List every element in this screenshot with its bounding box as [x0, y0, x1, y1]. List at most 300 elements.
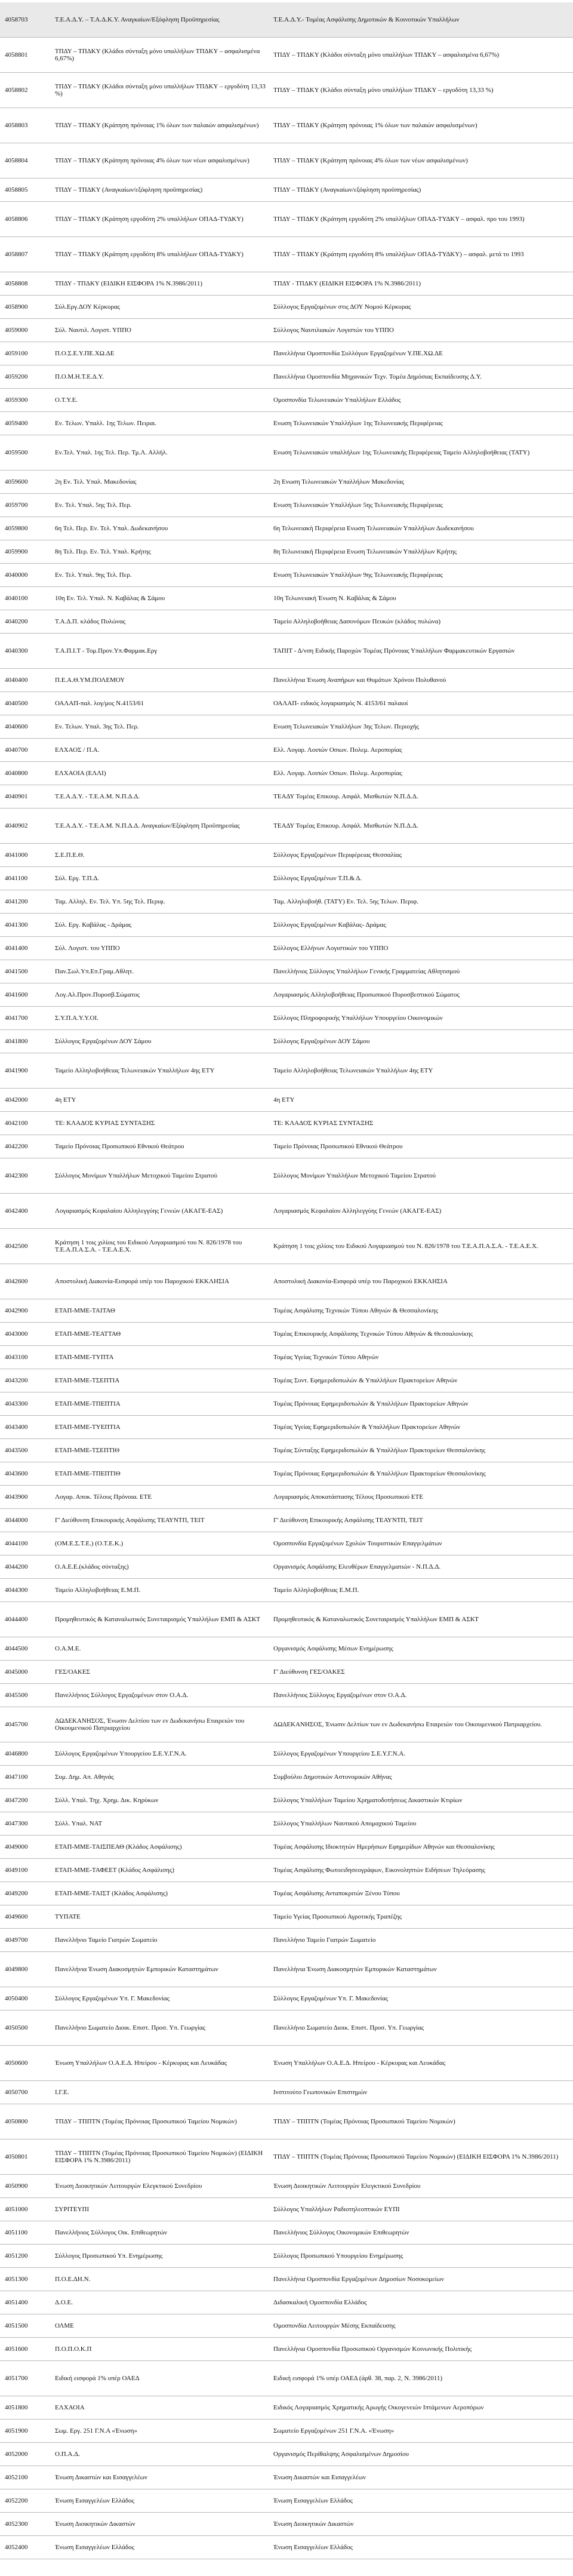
description-cell-text: 8η Τελ. Περ. Εν. Τελ. Υπαλ. Κρήτης	[55, 548, 151, 555]
description-cell	[55, 2338, 269, 2360]
full-name-cell	[273, 867, 568, 890]
code-cell	[5, 471, 51, 493]
code-cell-text: 4040200	[5, 618, 28, 625]
description-cell-text: Ένωση Υπαλλήλων Ο.Α.Ε.Δ. Ηπείρου - Κέρκυρας και Λευκάδας	[55, 2059, 227, 2067]
code-cell-text: 4040700	[5, 746, 28, 754]
description-cell-text: Παν.Σωλ.Υπ.Επ.Γραμ.Αθλητ.	[55, 968, 134, 975]
description-cell	[55, 494, 269, 517]
code-cell-text: 4052200	[5, 2497, 28, 2504]
table-row	[0, 2175, 573, 2198]
code-cell-text: 4049100	[5, 1867, 28, 1874]
table-row	[0, 867, 573, 890]
description-cell-text: Ένωση Διοικητικών Δικαστών	[55, 2520, 135, 2528]
full-name-cell	[273, 2175, 568, 2197]
description-cell	[55, 2, 269, 37]
description-cell	[55, 1882, 269, 1905]
description-cell-text: Πανελλήνιο Ταμείο Γιατρών Σωματείο	[55, 1936, 158, 1944]
full-name-cell	[273, 914, 568, 936]
full-name-cell-text: Σύλλογος Υπαλλήλων Ναυτικού Απομαχικού Ταμείου	[273, 1820, 417, 1827]
code-cell	[5, 1462, 51, 1485]
full-name-cell-text: Ινστιτούτο Γεωπονικών Επιστημών	[273, 2089, 368, 2096]
code-cell	[5, 319, 51, 342]
code-cell	[5, 1135, 51, 1158]
description-cell	[55, 1135, 269, 1158]
full-name-cell	[273, 2338, 568, 2360]
code-cell	[5, 1859, 51, 1882]
code-cell-text: 4041000	[5, 852, 28, 859]
table-row	[0, 1346, 573, 1369]
full-name-cell	[273, 890, 568, 913]
code-cell	[5, 494, 51, 517]
full-name-cell-text: Συμβούλιο Δημοτικών Αστυνομικών Αθήνας	[273, 1773, 392, 1781]
description-cell-text: Ειδική εισφορά 1% υπέρ ΟΑΕΔ	[55, 2375, 140, 2382]
code-cell-text: 4044000	[5, 1517, 28, 1524]
full-name-cell-text: Ενωση Τελωνειακών Υπαλλήλων 3ης Τελων. Περιοχής	[273, 723, 419, 730]
description-cell	[55, 1346, 269, 1369]
table-row	[0, 1952, 573, 1987]
table-row	[0, 412, 573, 435]
code-cell	[5, 2466, 51, 2489]
description-cell	[55, 108, 269, 143]
description-cell-text: Τ.Ε.Α.Δ.Υ. - Τ.Ε.Α.Μ. Ν.Π.Δ.Δ.	[55, 793, 140, 800]
code-cell	[5, 2221, 51, 2244]
code-cell	[5, 1194, 51, 1228]
full-name-cell	[273, 1486, 568, 1508]
full-name-cell-text: Λογαριασμός Αποκατάστασης Τέλους Προσωπικού ΕΤΕ	[273, 1493, 423, 1501]
full-name-cell	[273, 435, 568, 470]
code-cell	[5, 634, 51, 668]
full-name-cell	[273, 179, 568, 201]
description-cell-text: ΕΤΑΠ-ΜΜΕ-ΤΣΕΠΤΙΑ	[55, 1377, 120, 1384]
code-cell	[5, 1684, 51, 1707]
code-cell	[5, 1836, 51, 1858]
code-cell-text: 4040300	[5, 647, 28, 654]
table-row	[0, 2046, 573, 2081]
description-cell-text: Ο.Α.Ε.Ε.(κλάδος σύνταξης)	[55, 1563, 129, 1570]
code-cell-text: 4051600	[5, 2346, 28, 2353]
description-cell	[55, 1661, 269, 1683]
description-cell-text: Ένωση Εισαγγελέων Ελλάδος	[55, 2497, 134, 2504]
description-cell	[55, 1089, 269, 1111]
description-cell	[55, 202, 269, 236]
code-cell	[5, 1264, 51, 1299]
description-cell-text: 10η Εν. Τελ. Υπαλ. Ν. Καβάλας & Σάμου	[55, 595, 165, 602]
full-name-cell	[273, 1369, 568, 1392]
table-row	[0, 2489, 573, 2513]
full-name-cell	[273, 2291, 568, 2314]
table-row	[0, 2268, 573, 2291]
description-cell	[55, 1264, 269, 1299]
description-cell	[55, 983, 269, 1006]
code-cell-text: 4058807	[5, 251, 28, 258]
full-name-cell-text: Προμηθευτικός & Καταναλωτικός Συνεταιρισμός Υπαλλήλων ΕΜΠ & ΑΣΚΤ	[273, 1616, 479, 1623]
code-cell-text: 4044200	[5, 1563, 28, 1570]
description-cell	[55, 1532, 269, 1555]
code-cell	[5, 2046, 51, 2080]
code-cell	[5, 1053, 51, 1088]
table-row	[0, 1987, 573, 2011]
full-name-cell	[273, 1030, 568, 1053]
full-name-cell	[273, 2081, 568, 2104]
code-cell-text: 4044500	[5, 1645, 28, 1652]
code-cell	[5, 1030, 51, 1053]
description-cell-text: ΤΠΔΥ – ΤΠΠΤΝ (Τομέας Πρόνοιας Προσωπικού Ταμείου Νομικών) (ΕΙΔΙΚΗ ΕΙΣΦΟΡΑ 1% Ν.3986/2011)	[55, 2150, 263, 2164]
full-name-cell-text: Λογαριασμός Αλληλοβοήθειας Προσωπικού Πυροσβεστικού Σώματος	[273, 991, 460, 998]
full-name-cell	[273, 1684, 568, 1707]
table-row	[0, 1556, 573, 1579]
full-name-cell-text: Τομέας Συντ. Εφημεριδοπωλών & Υπαλλήλων Πρακτορείων Αθηνών	[273, 1377, 458, 1384]
full-name-cell-text: 2η Ενωση Τελωνειακών Υπαλλήλων Μακεδονίας	[273, 478, 404, 485]
code-cell	[5, 38, 51, 72]
description-cell	[55, 342, 269, 365]
description-cell-text: ΕΤΑΠ-ΜΜΕ-ΤΥΕΠΤΙΑ	[55, 1424, 121, 1431]
full-name-cell-text: Τομέας Σύνταξης Εφημεριδοπωλών & Υπαλλήλων Πρακτορείων Θεσσαλονίκης	[273, 1447, 486, 1454]
description-cell	[55, 1812, 269, 1835]
full-name-cell	[273, 564, 568, 586]
code-cell	[5, 1346, 51, 1369]
code-cell-text: 4052100	[5, 2474, 28, 2481]
table-row	[0, 1812, 573, 1836]
full-name-cell	[273, 785, 568, 808]
full-name-cell	[273, 610, 568, 633]
table-row	[0, 1882, 573, 1905]
table-row	[0, 1392, 573, 1416]
code-cell	[5, 2338, 51, 2360]
table-row	[0, 890, 573, 914]
full-name-cell	[273, 1229, 568, 1264]
table-row	[0, 1707, 573, 1742]
full-name-cell-text: ΤΠΔΥ – ΤΠΠΤΝ (Τομέας Πρόνοιας Προσωπικού Ταμείου Νομικών) (ΕΙΔΙΚΗ ΕΙΣΦΟΡΑ 1% Ν.3986/2011)	[273, 2153, 559, 2160]
code-cell	[5, 739, 51, 761]
code-cell	[5, 2489, 51, 2512]
code-cell	[5, 342, 51, 365]
table-row	[0, 2466, 573, 2489]
table-row	[0, 1742, 573, 1766]
description-cell-text: Εν. Τελων. Υπαλ. 3ης Τελ. Περ.	[55, 723, 139, 730]
description-cell-text: ΕΛΧΑΟΣ / Π.Α.	[55, 746, 100, 754]
full-name-cell	[273, 715, 568, 738]
description-cell-text: Πανελλήνιος Σύλλογος Οικ. Επιθεωρητών	[55, 2229, 167, 2236]
code-cell	[5, 1158, 51, 1193]
code-cell-text: 4051300	[5, 2276, 28, 2283]
full-name-cell	[273, 634, 568, 668]
full-name-cell-text: Ταμείο Αλληλοβοήθειας Τελωνειακών Υπαλλήλων 4ης ΕΤΥ	[273, 1067, 433, 1074]
table-row	[0, 844, 573, 867]
description-cell-text: Σύλ. Λογιστ. του ΥΠΠΟ	[55, 945, 120, 952]
full-name-cell-text: Σύλλογος Εργαζομένων Υπ. Γ. Μακεδονίας	[273, 1995, 388, 2002]
description-cell-text: Ταμείο Αλληλοβοήθειας Ε.Μ.Π.	[55, 1587, 141, 1594]
full-name-cell-text: Τομέας Πρόνοιας Εφημεριδοπωλών & Υπαλλήλων Πρακτορείων Αθηνών	[273, 1400, 469, 1407]
description-cell-text: Προμηθευτικός & Καταναλωτικός Συνεταιρισμός Υπαλλήλων ΕΜΠ & ΑΣΚΤ	[55, 1616, 260, 1623]
description-cell-text: Σύλλογος Μονίμων Υπαλλήλων Μετοχικού Ταμείου Στρατού	[55, 1172, 218, 1179]
description-cell	[55, 785, 269, 808]
full-name-cell-text: Λογαριασμός Κεφαλαίου Αλληλεγγύης Γενεών (ΑΚΑΓΕ-ΕΑΣ)	[273, 1207, 442, 1215]
description-cell	[55, 1602, 269, 1637]
code-cell	[5, 762, 51, 785]
description-cell-text: Ένωση Δικαστών και Εισαγγελέων	[55, 2474, 147, 2481]
code-cell	[5, 2140, 51, 2174]
full-name-cell-text: Σύλλογος Εργαζομένων ΔΟΥ Σάμου	[273, 1038, 370, 1045]
code-cell-text: 4045700	[5, 1721, 28, 1728]
code-cell-text: 4049800	[5, 1966, 28, 1973]
full-name-cell-text: Σύλλογος Εργαζομένων Τ.Π.& Δ.	[273, 875, 362, 882]
description-cell	[55, 692, 269, 715]
description-cell-text: ΣΥΡΙΤΕΥΠΙ	[55, 2206, 90, 2213]
description-cell-text: Σύλλογος Εργαζομένων Υπ. Γ. Μακεδονίας	[55, 1995, 170, 2002]
description-cell-text: Σύλλογος Προσωπικού Υπ. Ενημέρωσης	[55, 2252, 163, 2260]
description-cell	[55, 1929, 269, 1951]
table-row	[0, 2291, 573, 2314]
code-cell	[5, 1229, 51, 1264]
table-row	[0, 1229, 573, 1264]
full-name-cell-text: ΤΠΔΥ – ΤΠΠΤΝ (Τομέας Πρόνοιας Προσωπικού Ταμείου Νομικών)	[273, 2118, 455, 2125]
table-row	[0, 1194, 573, 1229]
code-cell	[5, 937, 51, 960]
full-name-cell-text: Σύλλογος Μονίμων Υπαλλήλων Μετοχικού Ταμείου Στρατού	[273, 1172, 436, 1179]
full-name-cell	[273, 38, 568, 72]
description-cell	[55, 1859, 269, 1882]
table-row	[0, 1929, 573, 1952]
description-cell	[55, 1836, 269, 1858]
description-cell-text: Σύλλ. Υπαλ. Τηχ. Χρημ. Δικ. Κηρύκων	[55, 1797, 159, 1804]
code-cell-text: 4040902	[5, 822, 28, 829]
full-name-cell	[273, 2420, 568, 2442]
description-cell	[55, 296, 269, 318]
code-cell-text: 4043500	[5, 1447, 28, 1454]
full-name-cell-text: Ένωση Υπαλλήλων Ο.Α.Ε.Δ. Ηπείρου - Κέρκυρας και Λευκάδας	[273, 2059, 446, 2067]
description-cell	[55, 1707, 269, 1742]
description-cell	[55, 2175, 269, 2197]
description-cell	[55, 2291, 269, 2314]
table-row	[0, 272, 573, 296]
description-cell-text: Πανελλήνιο Σωματείο Διοικ. Επιστ. Προσ. Υπ. Γεωργίας	[55, 2024, 205, 2031]
code-cell-text: 4050900	[5, 2182, 28, 2190]
code-cell-text: 4049000	[5, 1843, 28, 1850]
full-name-cell-text: ΤΠΔΥ – ΤΠΔΚΥ (Κράτηση πρόνοιας 1% όλων των παλαιών ασφαλισμένων)	[273, 122, 478, 129]
full-name-cell-text: Ομοσπονδία Τελωνειακών Υπαλλήλων Ελλάδος	[273, 396, 401, 404]
full-name-cell	[273, 1509, 568, 1532]
description-cell	[55, 762, 269, 785]
code-cell-text: 4058801	[5, 51, 28, 59]
code-cell-text: 4050600	[5, 2059, 28, 2067]
description-cell	[55, 960, 269, 983]
description-cell-text: Εν. Τελ. Υπαλ. 5ης Τελ. Περ.	[55, 502, 132, 509]
description-cell	[55, 1766, 269, 1788]
full-name-cell-text: Οργανισμός Ασφάλισης Ελευθέρων Επαγγελματιών - Ν.Π.Δ.Δ.	[273, 1563, 441, 1570]
table-row	[0, 389, 573, 412]
table-row	[0, 319, 573, 342]
code-cell	[5, 1369, 51, 1392]
table-row	[0, 2245, 573, 2268]
description-cell	[55, 867, 269, 890]
description-cell	[55, 1637, 269, 1660]
code-cell-text: 4059600	[5, 478, 28, 485]
code-cell	[5, 435, 51, 470]
code-cell	[5, 1323, 51, 1345]
full-name-cell-text: ΤΠΔΥ – ΤΠΔΚΥ (Κράτηση εργοδότη 8% υπαλλήλων ΟΠΑΔ-ΤΥΔΚΥ) – ασφαλ. μετά το 1993	[273, 251, 524, 258]
code-cell-text: 4044300	[5, 1587, 28, 1594]
description-cell-text: Συμ. Δημ. Απ. Αθηνάς	[55, 1773, 114, 1781]
description-cell-text: ΕΤΑΠ-ΜΜΕ-ΤΠΕΠΤΙΑ	[55, 1400, 121, 1407]
table-row	[0, 1299, 573, 1323]
description-cell	[55, 1416, 269, 1438]
description-cell-text: Ο.Τ.Υ.Ε.	[55, 396, 78, 404]
description-cell-text: Ι.Γ.Ε.	[55, 2089, 69, 2096]
code-cell	[5, 1987, 51, 2010]
description-cell-text: ΤΥΠΑΤΕ	[55, 1913, 81, 1920]
description-cell	[55, 2361, 269, 2396]
full-name-cell	[273, 1766, 568, 1788]
code-cell	[5, 2, 51, 37]
table-row	[0, 1264, 573, 1299]
full-name-cell	[273, 2046, 568, 2080]
full-name-cell-text: ΤΠΔΥ – ΤΠΔΚΥ (Κράτηση πρόνοιας 4% όλων των νέων ασφαλισμένων)	[273, 157, 468, 164]
code-cell-text: 4045000	[5, 1668, 28, 1676]
description-cell-text: Π.Ε.Α.Θ.ΥΜ.ΠΟΛΕΜΟΥ	[55, 677, 125, 684]
description-cell-text: Λογαριασμός Κεφαλαίου Αλληλεγγύης Γενεών (ΑΚΑΓΕ-ΕΑΣ)	[55, 1207, 223, 1215]
code-cell-text: 4042500	[5, 1243, 28, 1250]
table-row	[0, 202, 573, 237]
code-cell-text: 4047300	[5, 1820, 28, 1827]
full-name-cell-text: Ενωση Τελωνειακών Υπαλλήλων 1ης Τελωνειακής Περιφέρειας	[273, 420, 443, 427]
code-cell	[5, 2104, 51, 2139]
full-name-cell-text: ΤΕ: ΚΛΑΔΟΣ ΚΥΡΙΑΣ ΣΥΝΤΑΞΗΣ	[273, 1120, 374, 1127]
description-cell-text: Σωμ. Εργ. 251 Γ.Ν.Α «Ένωση»	[55, 2427, 137, 2434]
full-name-cell-text: 10η Τελωνειακή Ένωση Ν. Καβάλας & Σάμου	[273, 595, 396, 602]
table-row	[0, 669, 573, 692]
code-cell	[5, 1812, 51, 1835]
description-cell-text: Πανελλήνιος Σύλλογος Εργαζομένων στον Ο.Α.Δ.	[55, 1692, 189, 1699]
full-name-cell-text: Τομέας Πρόνοιας Εφημεριδοπωλών & Υπαλλήλων Πρακτορείων Θεσσαλονίκης	[273, 1470, 486, 1477]
code-cell	[5, 890, 51, 913]
code-cell-text: 4058805	[5, 186, 28, 193]
full-name-cell-text: Τ.Ε.Α.Δ.Υ.- Τομέας Ασφάλισης Δημοτικών & Κοινοτικών Υπαλλήλων	[273, 16, 460, 23]
description-cell	[55, 2314, 269, 2337]
description-cell-text: Σ.Υ.Π.Α.Υ.Υ.ΟΙ.	[55, 1015, 98, 1022]
full-name-cell-text: Πανελλήνια Ομοσπονδία Προσωπικού Οργανισμών Κοινωνικής Πολιτικής	[273, 2346, 472, 2353]
table-row	[0, 517, 573, 540]
table-row	[0, 1486, 573, 1509]
table-row	[0, 739, 573, 762]
full-name-cell	[273, 2140, 568, 2174]
table-row	[0, 2104, 573, 2140]
table-row	[0, 237, 573, 272]
description-cell-text: ΕΤΑΠ-ΜΜΕ-ΤΑΙΣΠΕΑΘ (Κλάδος Ασφάλισης)	[55, 1843, 182, 1850]
description-cell-text: Εν. Τελων. Υπαλλ. 1ης Τελων. Πειραι.	[55, 420, 156, 427]
code-cell-text: 4045500	[5, 1692, 28, 1699]
table-row	[0, 1905, 573, 1929]
code-cell-text: 4050801	[5, 2153, 28, 2160]
code-cell-text: 4059800	[5, 525, 28, 532]
full-name-cell-text: Ενωση Τελωνειακών Υπαλλήλων 9ης Τελωνειακής Περιφέρειας	[273, 571, 443, 579]
full-name-cell-text: 8η Τελωνειακή Περιφέρεια Ενωση Τελωνειακών Υπαλλήλων Κρήτης	[273, 548, 457, 555]
code-cell-text: 4059100	[5, 350, 28, 357]
code-cell	[5, 2245, 51, 2267]
table-row	[0, 1439, 573, 1462]
full-name-cell-text: Σύλλογος Εργαζομένων στις ΔΟΥ Νομού Κέρκυρας	[273, 303, 411, 311]
full-name-cell-text: Σύλλογος Υπαλλήλων Ταμείου Χρηματοδοτήσεως Δικαστικών Κτιρίων	[273, 1797, 463, 1804]
code-cell-text: 4041300	[5, 921, 28, 929]
description-cell	[55, 2420, 269, 2442]
full-name-cell	[273, 2221, 568, 2244]
code-cell	[5, 844, 51, 866]
full-name-cell-text: Ομοσπονδία Εργαζομένων Σχολών Τουριστικών Επαγγελμάτων	[273, 1540, 442, 1547]
description-cell	[55, 389, 269, 411]
description-cell	[55, 2221, 269, 2244]
table-row	[0, 1661, 573, 1684]
table-row	[0, 1158, 573, 1194]
code-cell-text: 4058802	[5, 87, 28, 94]
full-name-cell-text: Ταμείο Πρόνοιας Προσωπικού Εθνικού Θεάτρου	[273, 1143, 403, 1150]
full-name-cell	[273, 1194, 568, 1228]
description-cell-text: ΟΛΜΕ	[55, 2322, 74, 2329]
code-cell	[5, 2396, 51, 2419]
code-cell-text: 4040100	[5, 595, 28, 602]
description-cell	[55, 587, 269, 610]
table-row	[0, 1766, 573, 1789]
description-cell-text: Ταμείο Αλληλοβοήθειας Τελωνειακών Υπαλλήλων 4ης ΕΤΥ	[55, 1067, 215, 1074]
full-name-cell	[273, 669, 568, 691]
description-cell-text: 6η Τελ. Περ. Εν. Τελ. Υπαλ. Δωδεκανήσου	[55, 525, 168, 532]
table-row	[0, 2314, 573, 2338]
description-cell-text: ΔΩΔΕΚΑΝΗΣΟΣ, Ένωσιν Δελτίου των εν Δωδεκανήσω Εταιρειών του Οικουμενικού Πατριαρχείου	[55, 1717, 245, 1732]
code-cell-text: 4042100	[5, 1120, 28, 1127]
full-name-cell	[273, 2361, 568, 2396]
full-name-cell-text: Τομέας Επικουρικής Ασφάλισης Τεχνικών Τύπου Αθηνών & Θεσσαλονίκης	[273, 1330, 473, 1338]
table-row	[0, 1030, 573, 1053]
code-cell	[5, 715, 51, 738]
table-row	[0, 1532, 573, 1556]
table-row	[0, 785, 573, 809]
description-cell-text: Ταμείο Πρόνοιας Προσωπικού Εθνικού Θεάτρου	[55, 1143, 184, 1150]
full-name-cell	[273, 1089, 568, 1111]
full-name-cell	[273, 1158, 568, 1193]
full-name-cell	[273, 2443, 568, 2466]
full-name-cell	[273, 272, 568, 295]
code-cell-text: 4043600	[5, 1470, 28, 1477]
code-cell-text: 4059200	[5, 373, 28, 380]
code-cell-text: 4059300	[5, 396, 28, 404]
full-name-cell-text: Γ' Διεύθυνση Επικουρικής Ασφάλισης ΤΕΑΥΝΤΠ, ΤΕΙΤ	[273, 1517, 423, 1524]
description-cell-text: ΤΠΔΥ – ΤΠΔΚΥ (Κράτηση εργοδότη 8% υπαλλήλων ΟΠΑΔ-ΤΥΔΚΥ)	[55, 251, 244, 258]
code-cell-text: 4044100	[5, 1540, 28, 1547]
full-name-cell	[273, 1007, 568, 1029]
description-cell-text: ΕΤΑΠ-ΜΜΕ-ΤΑΦΕΕΤ (Κλάδος Ασφάλισης)	[55, 1867, 174, 1874]
full-name-cell	[273, 983, 568, 1006]
full-name-cell-text: Πανελλήνιος Σύλλογος Εργαζομένων στον Ο.Α.Δ.	[273, 1692, 407, 1699]
full-name-cell-text: Οργανισμός Περίθαλψης Ασφαλισμένων Δημοσίου	[273, 2451, 409, 2458]
full-name-cell	[273, 2268, 568, 2291]
description-cell	[55, 2443, 269, 2466]
description-cell-text: Σύλ. Εργ. Καβάλας - Δράμας	[55, 921, 132, 929]
description-cell-text: ΤΠΔΥ – ΤΠΔΚΥ (Αναγκαίων/εξόφληση προϋπηρεσίας)	[55, 186, 203, 193]
full-name-cell-text: Ταμείο Αλληλοβοήθειας Δασονόμων Πευκών (κλάδος πυλώνα)	[273, 618, 440, 625]
code-cell-text: 4058803	[5, 122, 28, 129]
full-name-cell-text: Πανελλήνιος Σύλλογος Υπαλλήλων Γενικής Γραμματείας Αθλητισμού	[273, 968, 460, 975]
full-name-cell-text: Κράτηση 1 τοις χιλίοις του Ειδικού Λογαριασμού του Ν. 826/1978 του Τ.Ε.Α.Π.Α.Σ.Α. - Τ.Ε.Α.Ε.Χ.	[273, 1243, 538, 1250]
full-name-cell	[273, 587, 568, 610]
description-cell-text: Λογ.Αλ.Προν.Πυροσβ.Σώματος	[55, 991, 140, 998]
code-cell	[5, 2198, 51, 2221]
full-name-cell	[273, 762, 568, 785]
code-cell-text: 4041800	[5, 1038, 28, 1045]
description-cell-text: Τ.Ε.Α.Δ.Υ. – Τ.Α.Δ.Κ.Υ. Αναγκαίων/Εξόφληση Προϋπηρεσίας	[55, 16, 220, 23]
code-cell	[5, 2513, 51, 2535]
code-cell	[5, 2443, 51, 2466]
description-cell-text: ΤΠΔΥ – ΤΠΔΚΥ (Κράτηση πρόνοιας 4% όλων των νέων ασφαλισμένων)	[55, 157, 249, 164]
description-cell	[55, 634, 269, 668]
full-name-cell	[273, 1053, 568, 1088]
